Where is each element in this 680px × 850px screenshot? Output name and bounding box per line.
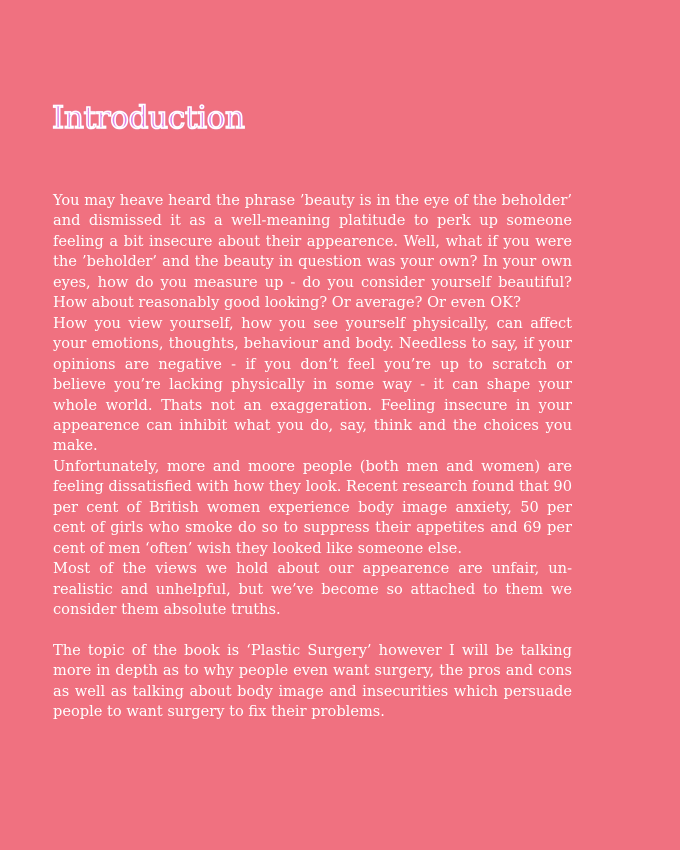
paragraph: You may heave heard the phrase ’beauty is in the eye of the beholder’ and dismissed it as a well-meaning platitude to perk up someone feeling a bit insecure about their appearence. Well, what if you were the ’beholder’ and the beauty in question was your own? In your own eyes, how do you measure up - do you consider yourself beautiful? How about reasonably good looking? Or average? Or even OK? <box>53 192 572 312</box>
paragraph: Unfortunately, more and moore people (both men and women) are feeling dissatisfied with how they look. Recent research found that 90 per cent of British women experience body image anxiety, 50 per cent of girls who smoke do so to suppress their appetites and 69 per cent of men ‘often’ wish they looked like someone else. <box>53 457 572 557</box>
body-text <box>53 191 572 723</box>
paragraph: The topic of the book is ‘Plastic Surgery’ however I will be talking more in depth as to why people even want surgery, the pros and cons as well as talking about body image and insecurities which persuade people to want surgery to fix their problems. <box>53 641 572 721</box>
paragraph: How you view yourself, how you see yourself physically, can affect your emotions, thoughts, behaviour and body. Needless to say, if your opinions are negative - if you don’t feel you’re up to scratch or believe you’re lacking physically in some way - it can shape your whole world. Thats not an exaggeration. Feeling insecure in your appearence can inhibit what you do, say, think and the choices you make. <box>53 314 572 455</box>
page-title: Introduction <box>52 100 245 136</box>
paragraph: Most of the views we hold about our appearence are unfair, unrealistic and unhelpful, but we’ve become so attached to them we consider them absolute truths. <box>53 560 572 619</box>
